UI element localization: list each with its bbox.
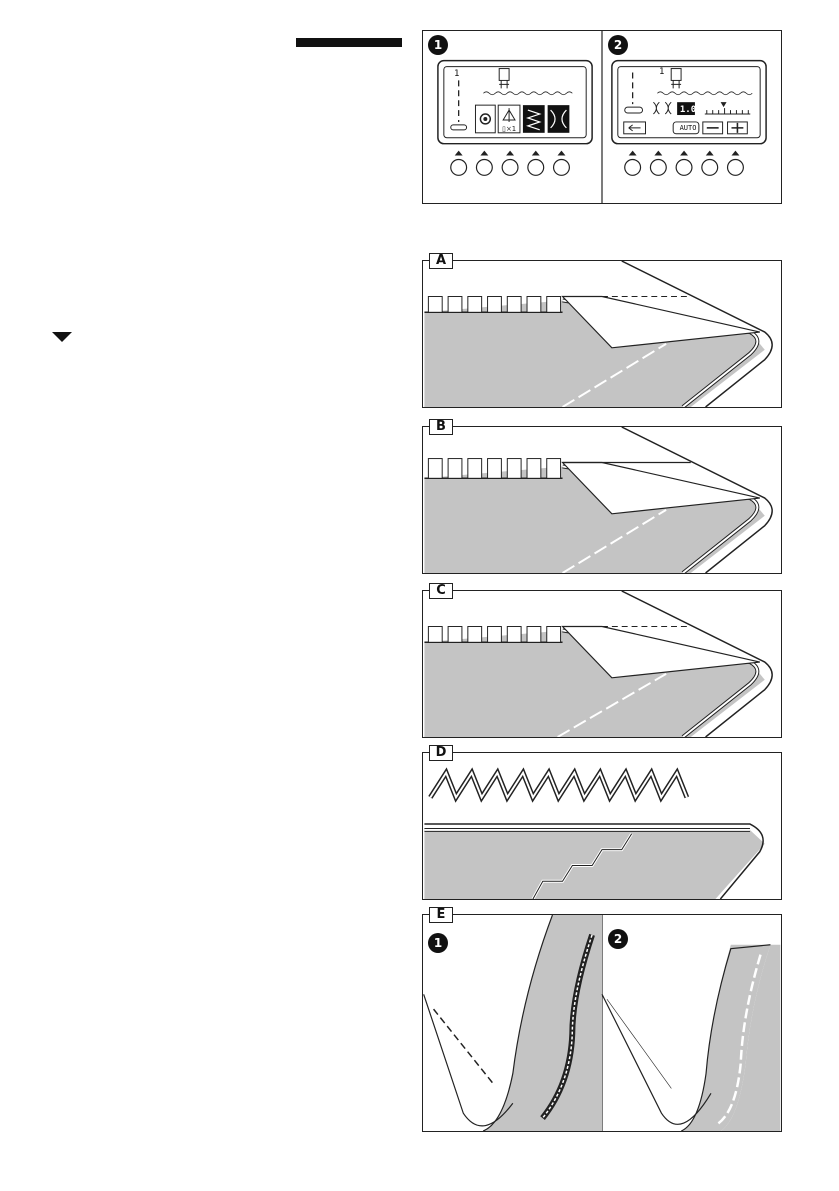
figure-e — [422, 907, 782, 1132]
figure-d-tag: D — [429, 745, 453, 761]
figure-b — [422, 419, 782, 574]
figure-d — [422, 745, 782, 900]
figure-e-tag: E — [429, 907, 453, 923]
figure-b-tag: B — [429, 419, 453, 435]
section-rule — [296, 38, 402, 47]
stitch-width-value: 1.0 — [679, 105, 697, 115]
auto-button-label: AUTO — [679, 124, 697, 132]
figure-a-tag: A — [429, 253, 453, 269]
figure-c-drawing — [423, 591, 781, 737]
lcd-panel-figure — [422, 30, 782, 204]
lcd-panel-drawing — [423, 31, 781, 203]
figure-e-drawing — [423, 915, 781, 1131]
figure-a — [422, 253, 782, 408]
figure-a-drawing — [423, 261, 781, 407]
screen2-row-number: 1 — [659, 67, 665, 77]
figure-c-tag: C — [429, 583, 453, 599]
figure-c — [422, 583, 782, 738]
screen1-badge: 1 — [428, 35, 448, 55]
figure-e-sub1-badge: 1 — [428, 933, 448, 953]
down-triangle-icon — [52, 332, 72, 342]
screen1-row-number: 1 — [454, 69, 460, 79]
figure-d-drawing — [423, 753, 781, 899]
screen2-badge: 2 — [608, 35, 628, 55]
figure-e-sub2-badge: 2 — [608, 929, 628, 949]
figure-b-drawing — [423, 427, 781, 573]
svg-text:▯×1: ▯×1 — [502, 124, 517, 133]
